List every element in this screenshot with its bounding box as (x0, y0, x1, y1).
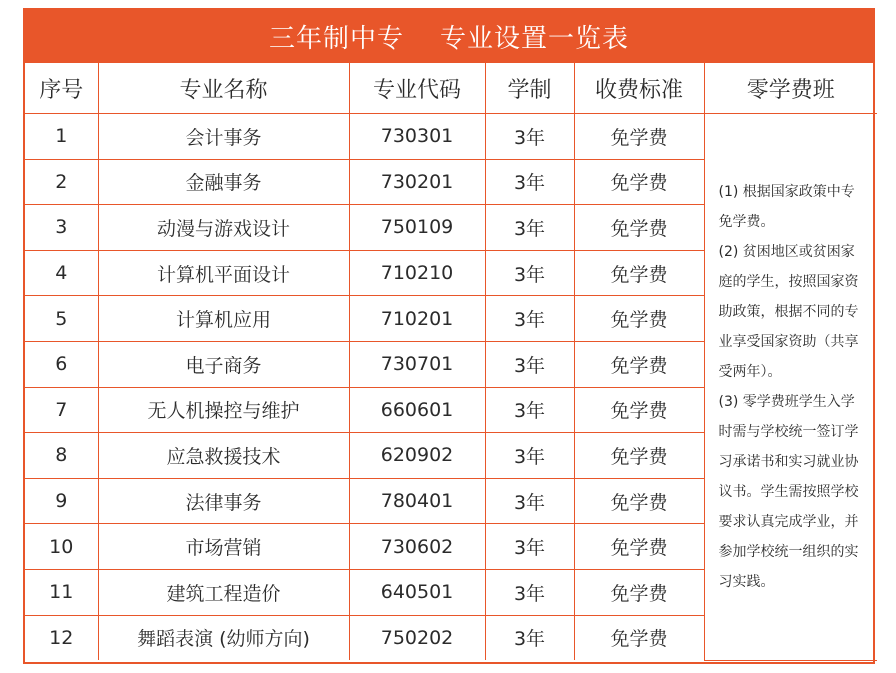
header-index: 序号 (25, 63, 98, 114)
cell-fee: 免学费 (574, 387, 704, 433)
cell-duration: 3年 (485, 387, 574, 433)
cell-index: 1 (25, 114, 98, 160)
cell-index: 12 (25, 615, 98, 660)
cell-index: 2 (25, 159, 98, 205)
header-duration: 学制 (485, 63, 574, 114)
cell-fee: 免学费 (574, 569, 704, 615)
cell-duration: 3年 (485, 296, 574, 342)
cell-fee: 免学费 (574, 114, 704, 160)
cell-name: 舞蹈表演 (幼师方向) (98, 615, 349, 660)
cell-fee: 免学费 (574, 296, 704, 342)
cell-index: 4 (25, 250, 98, 296)
header-name: 专业名称 (98, 63, 349, 114)
cell-duration: 3年 (485, 478, 574, 524)
cell-fee: 免学费 (574, 524, 704, 570)
cell-name: 电子商务 (98, 341, 349, 387)
cell-duration: 3年 (485, 615, 574, 660)
header-code: 专业代码 (349, 63, 485, 114)
header-row (25, 63, 877, 114)
cell-fee: 免学费 (574, 205, 704, 251)
cell-index: 3 (25, 205, 98, 251)
cell-name: 计算机平面设计 (98, 250, 349, 296)
cell-code: 710210 (349, 250, 485, 296)
cell-code: 660601 (349, 387, 485, 433)
cell-name: 市场营销 (98, 524, 349, 570)
cell-index: 5 (25, 296, 98, 342)
cell-name: 计算机应用 (98, 296, 349, 342)
cell-fee: 免学费 (574, 615, 704, 660)
cell-duration: 3年 (485, 159, 574, 205)
note-1: (1) 根据国家政策中专免学费。 (718, 183, 855, 230)
table-row (25, 114, 877, 160)
cell-duration: 3年 (485, 341, 574, 387)
cell-name: 建筑工程造价 (98, 569, 349, 615)
cell-fee: 免学费 (574, 341, 704, 387)
cell-code: 620902 (349, 433, 485, 479)
cell-fee: 免学费 (574, 159, 704, 205)
cell-duration: 3年 (485, 524, 574, 570)
zero-tuition-notes (704, 114, 877, 661)
cell-fee: 免学费 (574, 478, 704, 524)
note-3: (3) 零学费班学生入学时需与学校统一签订学习承诺书和实习就业协议书。学生需按照学校要求认真完成学业，并参加学校统一组织的实习实践。 (718, 393, 859, 590)
cell-index: 9 (25, 478, 98, 524)
cell-code: 750109 (349, 205, 485, 251)
program-table (25, 63, 877, 661)
cell-index: 10 (25, 524, 98, 570)
cell-code: 730602 (349, 524, 485, 570)
cell-code: 780401 (349, 478, 485, 524)
cell-name: 金融事务 (98, 159, 349, 205)
cell-code: 710201 (349, 296, 485, 342)
cell-duration: 3年 (485, 114, 574, 160)
cell-code: 730701 (349, 341, 485, 387)
cell-code: 730301 (349, 114, 485, 160)
cell-name: 无人机操控与维护 (98, 387, 349, 433)
cell-code: 750202 (349, 615, 485, 660)
cell-code: 730201 (349, 159, 485, 205)
cell-fee: 免学费 (574, 433, 704, 479)
cell-name: 会计事务 (98, 114, 349, 160)
cell-index: 7 (25, 387, 98, 433)
cell-duration: 3年 (485, 569, 574, 615)
title-part-1: 三年制中专 (268, 24, 404, 54)
header-fee: 收费标准 (574, 63, 704, 114)
cell-duration: 3年 (485, 205, 574, 251)
cell-duration: 3年 (485, 250, 574, 296)
cell-index: 8 (25, 433, 98, 479)
title-part-2: 专业设置一览表 (440, 24, 630, 54)
cell-index: 6 (25, 341, 98, 387)
header-note: 零学费班 (704, 63, 877, 114)
program-table-sheet (23, 8, 875, 664)
cell-fee: 免学费 (574, 250, 704, 296)
cell-name: 应急救援技术 (98, 433, 349, 479)
note-2: (2) 贫困地区或贫困家庭的学生，按照国家资助政策，根据不同的专业享受国家资助（共享受两年）。 (718, 243, 859, 380)
cell-index: 11 (25, 569, 98, 615)
cell-name: 法律事务 (98, 478, 349, 524)
cell-name: 动漫与游戏设计 (98, 205, 349, 251)
table-title-bar (25, 10, 873, 63)
cell-code: 640501 (349, 569, 485, 615)
cell-duration: 3年 (485, 433, 574, 479)
